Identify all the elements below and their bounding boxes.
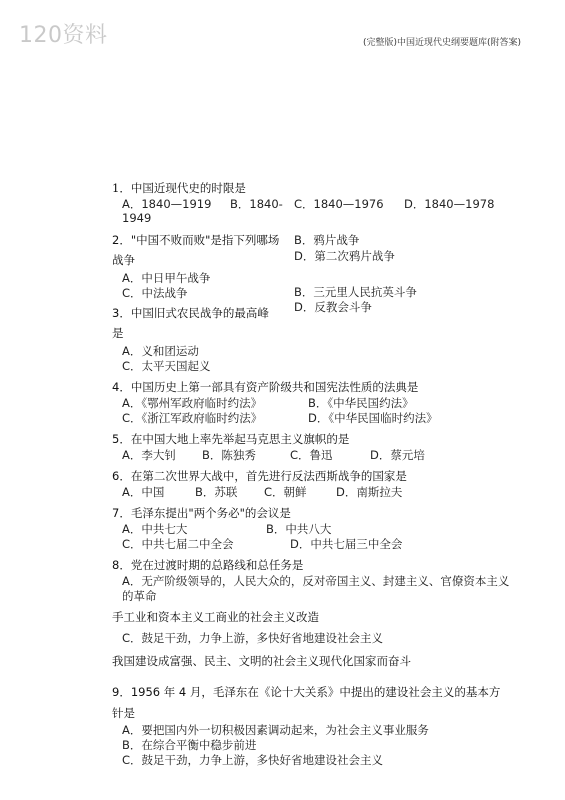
question-1-option-c: C．1840—1976 — [294, 197, 384, 211]
question-4-stem: 4．中国历史上第一部具有资产阶级共和国宪法性质的法典是 — [112, 380, 419, 394]
question-3-stem-cont: 是 — [112, 326, 124, 340]
question-5-option-b: B．陈独秀 — [202, 448, 256, 462]
question-5-option-d: D．蔡元培 — [370, 448, 425, 462]
question-5-option-c: C．鲁迅 — [290, 448, 333, 462]
question-4-option-c: C．《浙江军政府临时约法》 — [122, 411, 263, 425]
question-7-option-c: C．中共七届二中全会 — [122, 537, 234, 551]
question-5-option-a: A．李大钊 — [122, 448, 176, 462]
question-8-text-line-2: 我国建设成富强、民主、文明的社会主义现代化国家而奋斗 — [112, 654, 411, 668]
question-9-stem: 9．1956 年 4 月，毛泽东在《论十大关系》中提出的建设社会主义的基本方 — [112, 685, 501, 699]
question-1-option-b: B．1840- — [230, 197, 283, 211]
question-4-option-b: B．《中华民国约法》 — [308, 396, 414, 410]
question-9-option-a: A．要把国内外一切积极因素调动起来，为社会主义事业服务 — [122, 723, 429, 737]
question-6-option-b: B．苏联 — [195, 485, 238, 499]
question-2-option-a: A．中日甲午战争 — [122, 271, 211, 285]
question-4-option-a: A．《鄂州军政府临时约法》 — [122, 396, 263, 410]
question-1-option-a: A．1840—1919 — [122, 197, 212, 211]
question-2-stem-cont: 战争 — [112, 253, 135, 267]
question-7-option-a: A．中共七大 — [122, 522, 188, 536]
question-5-stem: 5．在中国大地上率先举起马克思主义旗帜的是 — [112, 432, 350, 446]
question-4-option-d: D．《中华民国临时约法》 — [308, 411, 438, 425]
question-3-option-d: D．反教会斗争 — [294, 300, 372, 314]
question-2-option-d: D．第二次鸦片战争 — [294, 249, 395, 263]
question-8-option-a-cont: 的革命 — [122, 589, 157, 603]
question-9-stem-cont: 针是 — [112, 706, 135, 720]
question-6-stem: 6．在第二次世界大战中，首先进行反法西斯战争的国家是 — [112, 469, 407, 483]
question-7-option-d: D．中共七届三中全会 — [290, 537, 403, 551]
question-8-option-a: A．无产阶级领导的，人民大众的，反对帝国主义、封建主义、官僚资本主义 — [122, 574, 510, 588]
question-1-option-d: D．1840—1978 — [404, 197, 495, 211]
question-3-option-c: C．太平天国起义 — [122, 359, 211, 373]
question-7-stem: 7．毛泽东提出"两个务必"的会议是 — [112, 506, 291, 520]
question-3-option-b: B．三元里人民抗英斗争 — [294, 285, 417, 299]
question-9-option-c: C．鼓足干劲，力争上游，多快好省地建设社会主义 — [122, 753, 384, 767]
question-7-option-b: B．中共八大 — [266, 522, 332, 536]
question-1-stem: 1．中国近现代史的时限是 — [112, 181, 246, 195]
question-9-option-b: B．在综合平衡中稳步前进 — [122, 738, 257, 752]
question-3-stem: 3．中国旧式农民战争的最高峰 — [112, 306, 269, 320]
question-8-text-line: 手工业和资本主义工商业的社会主义改造 — [112, 610, 319, 624]
question-2-option-b: B．鸦片战争 — [294, 233, 360, 247]
question-8-stem: 8．党在过渡时期的总路线和总任务是 — [112, 558, 304, 572]
question-1-option-b-cont: 1949 — [122, 211, 152, 225]
document-title: (完整版)中国近现代史纲要题库(附答案) — [363, 38, 522, 48]
question-2-option-c: C．中法战争 — [122, 286, 188, 300]
question-6-option-c: C．朝鲜 — [264, 485, 307, 499]
question-3-option-a: A．义和团运动 — [122, 344, 199, 358]
question-8-option-c: C．鼓足干劲，力争上游，多快好省地建设社会主义 — [122, 631, 384, 645]
question-6-option-d: D．南斯拉夫 — [336, 485, 403, 499]
watermark-logo: 120资料 — [19, 23, 108, 48]
question-6-option-a: A．中国 — [122, 485, 165, 499]
question-2-stem: 2．"中国不败而败"是指下列哪场 — [112, 233, 280, 247]
